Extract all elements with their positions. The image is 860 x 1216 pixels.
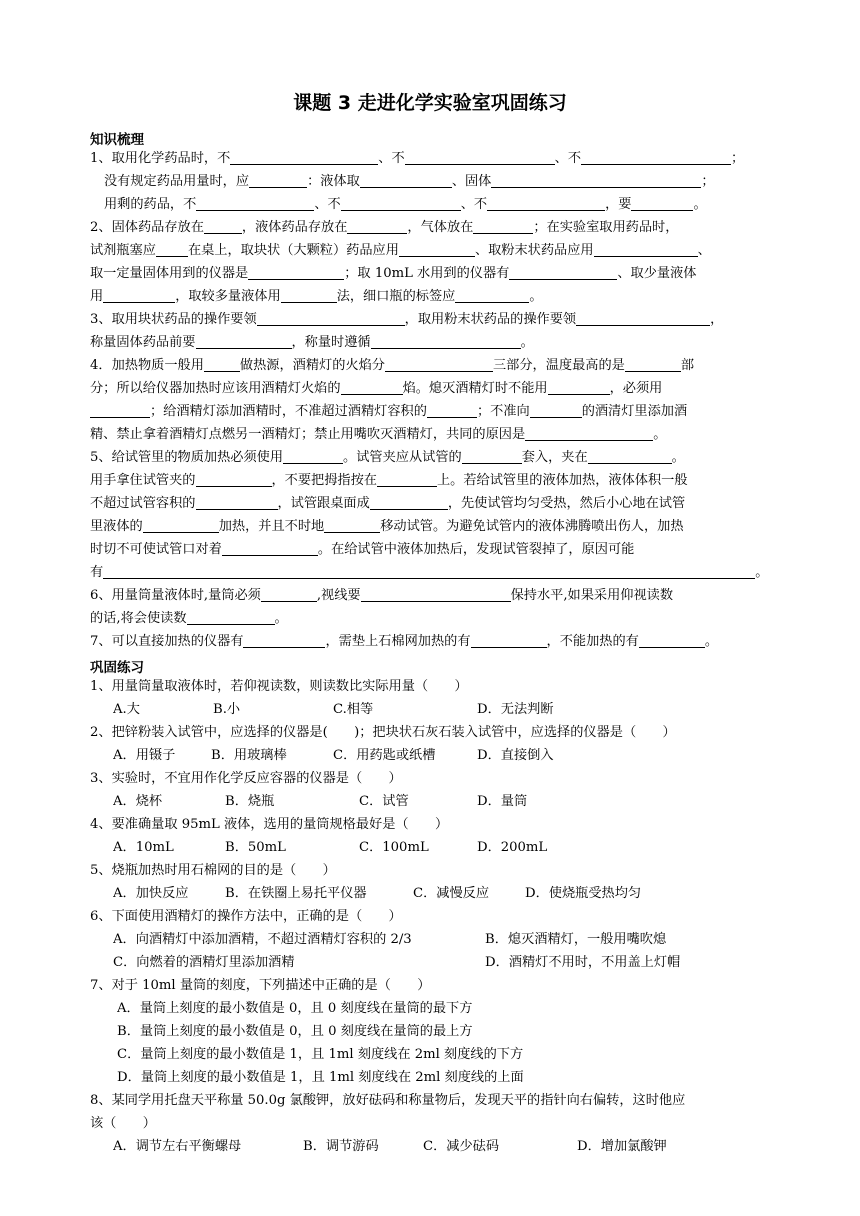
fill-blank[interactable] (103, 562, 755, 579)
knowledge-line: 5、给试管里的物质加热必须使用 。试管夹应从试管的 套入，夹在 。 (90, 446, 770, 469)
knowledge-line: 2、固体药品存放在 ，液体药品存放在 ，气体放在 ；在实验室取用药品时， (90, 216, 770, 239)
fill-blank[interactable] (581, 148, 731, 165)
knowledge-line: 7、可以直接加热的仪器有 ，需垫上石棉网加热的有 ，不能加热的有 。 (90, 630, 770, 653)
fill-blank[interactable] (625, 355, 681, 372)
question-options (113, 951, 793, 974)
option-a[interactable]: A.大 (113, 702, 140, 717)
question-options (113, 698, 793, 721)
fill-blank[interactable] (204, 355, 240, 372)
question-options (113, 836, 793, 859)
knowledge-line: 不超过试管容积的 ，试管跟桌面成 ，先使试管均匀受热，然后小心地在试管 (90, 492, 770, 515)
option-b[interactable]: B．调节游码 (303, 1139, 379, 1154)
question-options (113, 882, 793, 905)
fill-blank[interactable] (196, 470, 272, 487)
option-c[interactable]: C．减慢反应 (413, 886, 490, 901)
option-c[interactable]: C．向燃着的酒精灯里添加酒精 (113, 955, 295, 970)
fill-blank[interactable] (639, 631, 705, 648)
fill-blank[interactable] (525, 424, 653, 441)
option-d[interactable]: D．无法判断 (477, 702, 554, 717)
fill-blank[interactable] (385, 355, 493, 372)
option-c[interactable]: C．减少砝码 (423, 1139, 500, 1154)
option-d[interactable]: D．直接倒入 (477, 748, 554, 763)
option-d[interactable]: D．酒精灯不用时，不用盖上灯帽 (485, 955, 681, 970)
question-stem-continued: 该（ ） (90, 1116, 156, 1131)
fill-blank[interactable] (594, 240, 698, 257)
knowledge-line: 时切不可使试管口对着 。在给试管中液体加热后，发现试管裂掉了，原因可能 (90, 538, 770, 561)
fill-blank[interactable] (249, 171, 307, 188)
fill-blank[interactable] (103, 286, 175, 303)
question-options (113, 928, 793, 951)
fill-blank[interactable] (230, 148, 378, 165)
option-a[interactable]: A．调节左右平衡螺母 (113, 1139, 242, 1154)
fill-blank[interactable] (187, 608, 275, 625)
fill-blank[interactable] (283, 447, 343, 464)
fill-blank[interactable] (360, 171, 452, 188)
option-b[interactable]: B.小 (213, 702, 241, 717)
fill-blank[interactable] (243, 631, 325, 648)
knowledge-line: 3、取用块状药品的操作要领 ，取用粉末状药品的操作要领 ， (90, 308, 770, 331)
fill-blank[interactable] (204, 217, 242, 234)
option-c[interactable]: C．100mL (359, 840, 429, 855)
fill-blank[interactable] (462, 447, 522, 464)
option-a[interactable]: A．量筒上刻度的最小数值是 0，且 0 刻度线在量筒的最下方 (117, 1001, 473, 1016)
fill-blank[interactable] (196, 493, 278, 510)
fill-blank[interactable] (455, 286, 529, 303)
fill-blank[interactable] (509, 263, 617, 280)
option-a[interactable]: A．向酒精灯中添加酒精，不超过酒精灯容积的 2/3 (113, 932, 412, 947)
knowledge-line: 取一定量固体用到的仪器是 ；取 10mL 水用到的仪器有 、取少量液体 (90, 262, 770, 285)
option-b[interactable]: B．熄灭酒精灯，一般用嘴吹熄 (485, 932, 667, 947)
knowledge-line: 分；所以给仪器加热时应该用酒精灯火焰的 焰。熄灭酒精灯时不能用 ，必须用 (90, 377, 770, 400)
fill-blank[interactable] (248, 263, 344, 280)
option-b[interactable]: B．烧瓶 (225, 794, 275, 809)
fill-blank[interactable] (341, 194, 461, 211)
knowledge-line: 6、用量筒量液体时,量筒必须 ,视线要 保持水平,如果采用仰视读数 (90, 584, 770, 607)
option-c[interactable]: C.相等 (333, 702, 374, 717)
fill-blank[interactable] (548, 378, 610, 395)
question-options (113, 744, 793, 767)
fill-blank[interactable] (281, 286, 337, 303)
option-a[interactable]: A．用镊子 (113, 748, 176, 763)
knowledge-line: 1、取用化学药品时，不 、不 、不 ； (90, 147, 770, 170)
fill-blank[interactable] (530, 401, 582, 418)
fill-blank[interactable] (156, 240, 188, 257)
fill-blank[interactable] (371, 332, 521, 349)
option-b[interactable]: B．50mL (225, 840, 286, 855)
question-stem: 8、某同学用托盘天平称量 50.0g 氯酸钾，放好砝码和称量物后，发现天平的指针向右偏转，这时他应 (90, 1093, 686, 1108)
fill-blank[interactable] (399, 240, 475, 257)
option-d[interactable]: D．量筒 (477, 794, 528, 809)
section-heading-practice: 巩固练习 (90, 660, 144, 676)
fill-blank[interactable] (427, 401, 477, 418)
knowledge-line: 用手拿住试管夹的 ，不要把拇指按在 上。若给试管里的液体加热，液体体积一般 (90, 469, 770, 492)
fill-blank[interactable] (405, 148, 555, 165)
knowledge-line: 用剩的药品，不 、不 、不 ，要 。 (104, 193, 784, 216)
fill-blank[interactable] (471, 631, 547, 648)
fill-blank[interactable] (377, 470, 437, 487)
fill-blank[interactable] (347, 217, 407, 234)
question-options (113, 1135, 793, 1158)
option-b[interactable]: B．量筒上刻度的最小数值是 0，且 0 刻度线在量筒的最上方 (117, 1024, 473, 1039)
question-stem: 1、用量筒量取液体时，若仰视读数，则读数比实际用量（ ） (90, 679, 468, 694)
knowledge-line: 精、禁止拿着酒精灯点燃另一酒精灯；禁止用嘴吹灭酒精灯，共同的原因是 。 (90, 423, 770, 446)
page-title: 课题 3 走进化学实验室巩固练习 (293, 92, 567, 114)
knowledge-line: 4．加热物质一般用 做热源，酒精灯的火焰分 三部分，温度最高的是 部 (90, 354, 770, 377)
question-options (113, 790, 793, 813)
question-stem: 4、要准确量取 95mL 液体，选用的量筒规格最好是（ ） (90, 817, 449, 832)
option-d[interactable]: D．增加氯酸钾 (577, 1139, 667, 1154)
fill-blank[interactable] (261, 585, 317, 602)
option-d[interactable]: D．200mL (477, 840, 548, 855)
fill-blank[interactable] (487, 194, 605, 211)
option-a[interactable]: A．烧杯 (113, 794, 163, 809)
fill-blank[interactable] (324, 516, 380, 533)
knowledge-line: 没有规定药品用量时，应 ：液体取 、固体 ； (104, 170, 784, 193)
fill-blank[interactable] (196, 194, 314, 211)
knowledge-line: 称量固体药品前要 ，称量时遵循 。 (90, 331, 770, 354)
option-a[interactable]: A．加快反应 (113, 886, 189, 901)
fill-blank[interactable] (631, 194, 693, 211)
question-stem: 7、对于 10ml 量筒的刻度，下列描述中正确的是（ ） (90, 978, 431, 993)
fill-blank[interactable] (491, 171, 701, 188)
fill-blank[interactable] (222, 539, 318, 556)
fill-blank[interactable] (370, 493, 448, 510)
knowledge-line: 用 ，取较多量液体用 法，细口瓶的标签应 。 (90, 285, 770, 308)
option-b[interactable]: B．用玻璃棒 (211, 748, 287, 763)
knowledge-line: ；给酒精灯添加酒精时，不准超过酒精灯容积的 ；不准向 的酒清灯里添加酒 (90, 400, 770, 423)
question-stem: 2、把锌粉装入试管中，应选择的仪器是( )；把块状石灰石装入试管中，应选择的仪器是（ ） (90, 725, 676, 740)
fill-blank[interactable] (588, 447, 672, 464)
question-stem: 6、下面使用酒精灯的操作方法中，正确的是（ ） (90, 909, 402, 924)
option-c[interactable]: C．用药匙或纸槽 (333, 748, 436, 763)
fill-blank[interactable] (361, 585, 511, 602)
fill-blank[interactable] (473, 217, 533, 234)
fill-blank[interactable] (143, 516, 219, 533)
option-b[interactable]: B．在铁圈上易托平仪器 (225, 886, 367, 901)
knowledge-line: 的话,将会使读数 。 (90, 607, 770, 630)
fill-blank[interactable] (257, 309, 405, 326)
option-c[interactable]: C．试管 (359, 794, 409, 809)
fill-blank[interactable] (196, 332, 292, 349)
fill-blank[interactable] (341, 378, 403, 395)
option-a[interactable]: A．10mL (113, 840, 174, 855)
knowledge-line: 里液体的 加热，并且不时地 移动试管。为避免试管内的液体沸腾喷出伤人，加热 (90, 515, 770, 538)
option-d[interactable]: D．使烧瓶受热均匀 (525, 886, 642, 901)
knowledge-line: 有 。 (90, 561, 770, 584)
question-stem: 5、烧瓶加热时用石棉网的目的是（ ） (90, 863, 336, 878)
question-stem: 3、实验时，不宜用作化学反应容器的仪器是（ ） (90, 771, 402, 786)
option-d[interactable]: D．量筒上刻度的最小数值是 1，且 1ml 刻度线在 2ml 刻度线的上面 (117, 1070, 524, 1085)
knowledge-line: 试剂瓶塞应 在桌上，取块状（大颗粒）药品应用 、取粉末状药品应用 、 (90, 239, 770, 262)
fill-blank[interactable] (576, 309, 710, 326)
option-c[interactable]: C．量筒上刻度的最小数值是 1，且 1ml 刻度线在 2ml 刻度线的下方 (117, 1047, 524, 1062)
section-heading-knowledge: 知识梳理 (90, 132, 144, 148)
fill-blank[interactable] (90, 401, 150, 418)
